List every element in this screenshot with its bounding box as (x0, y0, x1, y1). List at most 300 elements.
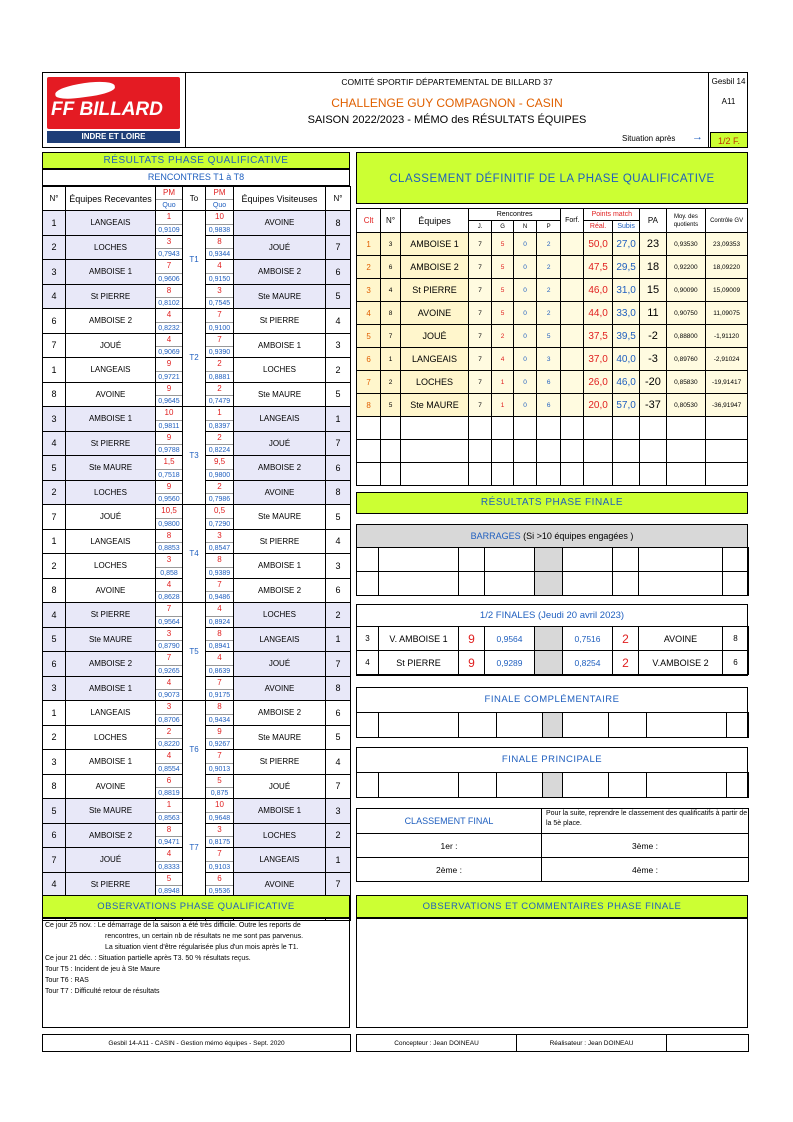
away-team: JOUÉ (234, 431, 326, 456)
situation-value: 1/2 F. (710, 132, 748, 148)
semi-cell: 0,9289 (485, 651, 535, 675)
home-num: 5 (43, 627, 66, 652)
home-quo: 0,9069 (156, 346, 182, 357)
ranking-cell: 44,0 (584, 302, 613, 325)
ranking-cell: 0 (514, 394, 537, 417)
barrages-label: BARRAGES (470, 531, 521, 541)
ranking-cell: LANGEAIS (400, 348, 468, 371)
home-quo: 0,9471 (156, 836, 182, 847)
away-quo: 0,9344 (206, 248, 233, 259)
place-3: 3ème : (542, 834, 749, 858)
ranking-cell (612, 440, 639, 463)
semi-cell: 0,7516 (563, 627, 613, 651)
home-score (156, 603, 183, 628)
away-score (206, 284, 234, 309)
col-n: N° (43, 187, 66, 211)
logo (45, 75, 182, 143)
ranking-cell (584, 463, 613, 486)
away-quo: 0,8639 (206, 665, 233, 676)
away-team: AMBOISE 2 (234, 701, 326, 726)
away-team: AMBOISE 2 (234, 578, 326, 603)
home-pm: 7 (166, 604, 172, 613)
ranking-cell: 0 (514, 279, 537, 302)
home-team: AVOINE (66, 382, 156, 407)
home-score (156, 358, 183, 383)
home-num: 3 (43, 407, 66, 432)
away-quo: 0,9175 (206, 689, 233, 700)
away-score (206, 235, 234, 260)
home-quo: 0,8554 (156, 763, 182, 774)
ranking-cell (469, 417, 492, 440)
away-score (206, 456, 234, 481)
away-quo: 0,9150 (206, 273, 233, 284)
away-pm: 4 (217, 653, 222, 662)
ranking-cell: -36,91947 (706, 394, 748, 417)
footer-app: Gesbil 14-A11 - CASIN - Gestion mémo équipes - Sept. 2020 (43, 1035, 351, 1052)
ranking-cell (706, 463, 748, 486)
ranking-cell: 23 (640, 233, 666, 256)
away-num: 2 (326, 358, 351, 383)
table-row (43, 407, 351, 432)
home-num: 2 (43, 725, 66, 750)
semi-cell: 0,8254 (563, 651, 613, 675)
away-score (206, 627, 234, 652)
ranking-cell (492, 440, 514, 463)
table-row (43, 701, 351, 726)
home-num: 7 (43, 505, 66, 530)
ranking-cell: 15 (640, 279, 666, 302)
ranking-cell: 7 (469, 394, 492, 417)
ranking-row (357, 440, 748, 463)
ranking-cell (561, 233, 584, 256)
ranking-cell: 5 (381, 394, 401, 417)
away-quo: 0,8224 (206, 444, 233, 455)
away-team: LOCHES (234, 603, 326, 628)
away-score (206, 676, 234, 701)
away-score (206, 652, 234, 677)
ranking-cell (400, 463, 468, 486)
obs-line: Ce jour 21 déc. : Situation partielle après T3. 50 % résultats reçus. (45, 955, 251, 962)
ranking-cell (537, 417, 561, 440)
home-quo: 0,8333 (156, 861, 182, 872)
away-pm: 8 (217, 702, 222, 711)
away-team: St PIERRE (234, 529, 326, 554)
semi-cell: 9 (459, 627, 485, 651)
place-2: 2ème : (357, 858, 542, 882)
ranking-cell: -20 (640, 371, 666, 394)
away-num: 5 (326, 382, 351, 407)
round-cell: T7 (183, 799, 206, 897)
away-team: Ste MAURE (234, 725, 326, 750)
home-score (156, 652, 183, 677)
away-score (206, 382, 234, 407)
ranking-cell: 11 (640, 302, 666, 325)
qual-table (42, 210, 351, 921)
away-quo: 0,875 (206, 787, 233, 798)
home-team: Ste MAURE (66, 456, 156, 481)
home-score (156, 750, 183, 775)
col-home: Équipes Recevantes (66, 187, 156, 211)
logo-text: FF BILLARD (51, 99, 163, 120)
away-score (206, 211, 234, 236)
home-num: 3 (43, 260, 66, 285)
away-quo: 0,9486 (206, 591, 233, 602)
ranking-cell (514, 440, 537, 463)
ranking-cell: 0 (514, 371, 537, 394)
ranking-cell: 7 (469, 325, 492, 348)
home-num: 4 (43, 431, 66, 456)
barrages-title (356, 531, 748, 541)
home-num: 3 (43, 750, 66, 775)
ranking-cell: 20,0 (584, 394, 613, 417)
away-num: 6 (326, 701, 351, 726)
away-team: AMBOISE 1 (234, 333, 326, 358)
away-num: 4 (326, 529, 351, 554)
home-num: 2 (43, 554, 66, 579)
place-4: 4ème : (542, 858, 749, 882)
obs-line: Tour T6 : RAS (45, 977, 89, 984)
home-quo: 0,9564 (156, 616, 182, 627)
ranking-row (357, 348, 748, 371)
barrages-table (356, 547, 749, 596)
ranking-title: CLASSEMENT DÉFINITIF DE LA PHASE QUALIFICATIVE (356, 152, 748, 204)
ranking-row (357, 394, 748, 417)
home-num: 7 (43, 333, 66, 358)
ranking-row (357, 463, 748, 486)
home-score (156, 799, 183, 824)
doc-code: A11 (721, 97, 736, 106)
home-pm: 9 (166, 432, 172, 442)
ranking-row (357, 279, 748, 302)
ranking-cell: 46,0 (584, 279, 613, 302)
home-score (156, 480, 183, 505)
ranking-cell: 7 (357, 371, 381, 394)
ranking-cell: 5 (492, 256, 514, 279)
home-score (156, 309, 183, 334)
ranking-cell: 39,5 (612, 325, 639, 348)
ranking-cell: 7 (469, 256, 492, 279)
away-team: JOUÉ (234, 652, 326, 677)
away-num: 3 (326, 799, 351, 824)
semi-cell: 4 (357, 651, 379, 675)
away-pm: 2 (217, 432, 222, 442)
away-score (206, 431, 234, 456)
ranking-cell: 6 (537, 394, 561, 417)
away-pm: 8 (217, 555, 222, 564)
home-pm: 1,5 (163, 457, 175, 466)
ranking-cell: 6 (357, 348, 381, 371)
away-quo: 0,9434 (206, 714, 233, 725)
ranking-cell: 0,80530 (666, 394, 706, 417)
home-num: 3 (43, 676, 66, 701)
home-score (156, 382, 183, 407)
away-num: 8 (326, 676, 351, 701)
away-pm: 5 (217, 775, 222, 785)
away-score (206, 407, 234, 432)
semi-cell: 3 (357, 627, 379, 651)
semi-cell: V.AMBOISE 2 (639, 651, 723, 675)
ranking-cell: 7 (469, 348, 492, 371)
away-team: JOUÉ (234, 235, 326, 260)
semis-table (356, 626, 749, 675)
semi-row (357, 651, 749, 675)
home-quo: 0,8232 (156, 322, 182, 333)
home-team: AVOINE (66, 578, 156, 603)
ranking-cell: 0,92200 (666, 256, 706, 279)
semi-cell (535, 651, 563, 675)
home-quo: 0,8706 (156, 714, 182, 725)
home-pm: 8 (166, 824, 172, 834)
ranking-cell: 18 (640, 256, 666, 279)
ranking-cell: AVOINE (400, 302, 468, 325)
ranking-cell (537, 440, 561, 463)
away-team: AVOINE (234, 872, 326, 897)
h-teams: Équipes (400, 209, 468, 233)
home-quo: 0,8563 (156, 812, 182, 823)
ranking-cell: 3 (381, 233, 401, 256)
arrow-right-icon: → (692, 131, 703, 143)
ranking-table (356, 208, 748, 486)
away-pm: 2 (217, 359, 222, 368)
ranking-cell: 33,0 (612, 302, 639, 325)
away-quo: 0,7986 (206, 493, 233, 504)
h-p: P (537, 221, 561, 233)
col-pm-quo-away: PM Quo (206, 187, 234, 211)
away-quo: 0,7290 (206, 518, 233, 529)
h-j: J. (469, 221, 492, 233)
away-num: 2 (326, 603, 351, 628)
away-quo: 0,9267 (206, 738, 233, 749)
home-quo: 0,9560 (156, 493, 182, 504)
ranking-cell (381, 463, 401, 486)
away-num: 6 (326, 578, 351, 603)
home-pm: 4 (166, 334, 172, 344)
h-num: N° (381, 209, 401, 233)
ranking-cell: 0,85830 (666, 371, 706, 394)
ranking-row (357, 302, 748, 325)
ranking-cell: 2 (492, 325, 514, 348)
home-num: 8 (43, 578, 66, 603)
home-pm: 4 (166, 751, 172, 760)
h-pa: PA (640, 209, 666, 233)
ranking-cell: 2 (537, 256, 561, 279)
away-quo: 0,7479 (206, 395, 233, 406)
home-team: LOCHES (66, 725, 156, 750)
home-pm: 3 (166, 702, 172, 711)
away-quo: 0,9103 (206, 861, 233, 872)
home-team: AMBOISE 1 (66, 750, 156, 775)
ranking-cell: 5 (537, 325, 561, 348)
home-num: 4 (43, 284, 66, 309)
barrages-note: (Si >10 équipes engagées ) (523, 531, 634, 541)
ranking-cell (357, 417, 381, 440)
home-pm: 10 (164, 408, 174, 417)
home-pm: 3 (166, 236, 172, 246)
footer-author: Réalisateur : Jean DOINEAU (517, 1035, 667, 1052)
home-quo: 0,8819 (156, 787, 182, 798)
ranking-cell: 1 (381, 348, 401, 371)
home-pm: 4 (166, 310, 172, 319)
away-team: AVOINE (234, 480, 326, 505)
away-team: St PIERRE (234, 309, 326, 334)
away-num: 7 (326, 872, 351, 897)
away-num: 1 (326, 407, 351, 432)
home-pm: 1 (166, 212, 172, 221)
ranking-cell: 2 (537, 302, 561, 325)
ranking-cell: 3 (357, 279, 381, 302)
col-to: To (183, 187, 206, 211)
place-1: 1er : (357, 834, 542, 858)
ranking-cell: 40,0 (612, 348, 639, 371)
ranking-cell (706, 417, 748, 440)
ranking-cell: 26,0 (584, 371, 613, 394)
ranking-cell (492, 463, 514, 486)
home-pm: 9 (166, 359, 172, 368)
away-num: 6 (326, 456, 351, 481)
away-quo: 0,8397 (206, 420, 233, 431)
home-num: 6 (43, 652, 66, 677)
ranking-cell (514, 463, 537, 486)
home-num: 2 (43, 480, 66, 505)
away-pm: 2 (217, 481, 222, 491)
ranking-cell: 15,09009 (706, 279, 748, 302)
away-score (206, 529, 234, 554)
away-team: LANGEAIS (234, 848, 326, 873)
home-quo: 0,8790 (156, 640, 182, 651)
footer-designer: Concepteur : Jean DOINEAU (357, 1035, 517, 1052)
obs-line: Tour T5 : Incident de jeu à Ste Maure (45, 966, 161, 973)
footer (42, 1034, 749, 1052)
ranking-cell (514, 417, 537, 440)
away-num: 4 (326, 309, 351, 334)
away-team: LOCHES (234, 358, 326, 383)
home-quo: 0,9109 (156, 224, 182, 235)
away-score (206, 554, 234, 579)
home-team: LANGEAIS (66, 211, 156, 236)
away-quo: 0,9100 (206, 322, 233, 333)
doc-ref: Gesbil 14 (711, 77, 746, 86)
h-g: G (492, 221, 514, 233)
away-pm: 3 (217, 824, 222, 834)
away-team: AMBOISE 2 (234, 456, 326, 481)
away-team: St PIERRE (234, 750, 326, 775)
away-score (206, 358, 234, 383)
ranking-cell (666, 463, 706, 486)
away-score (206, 725, 234, 750)
ranking-cell: 0,93530 (666, 233, 706, 256)
table-row (43, 211, 351, 236)
home-pm: 7 (166, 653, 172, 662)
away-team: LANGEAIS (234, 407, 326, 432)
away-pm: 9 (217, 726, 222, 736)
home-quo: 0,9265 (156, 665, 182, 676)
finale-comp-table (356, 712, 749, 738)
semi-cell: 2 (613, 651, 639, 675)
ranking-cell: 50,0 (584, 233, 613, 256)
home-pm: 8 (166, 530, 172, 540)
ranking-cell: 5 (492, 233, 514, 256)
ranking-cell: -1,91120 (706, 325, 748, 348)
col-n-away: N° (326, 187, 351, 211)
ranking-cell: 3 (537, 348, 561, 371)
home-quo: 0,8948 (156, 885, 182, 896)
obs-line: rencontres, un certain nb de résultats ne me sont pas parvenus. (105, 933, 304, 940)
h-points: Points match (584, 209, 640, 221)
situation-label: Situation après (622, 134, 676, 143)
away-pm: 4 (217, 261, 222, 270)
home-num: 2 (43, 235, 66, 260)
ranking-cell: 46,0 (612, 371, 639, 394)
away-pm: 7 (217, 310, 222, 319)
home-team: LOCHES (66, 554, 156, 579)
away-pm: 7 (217, 677, 222, 687)
ranking-row (357, 325, 748, 348)
away-num: 2 (326, 823, 351, 848)
ranking-cell (561, 279, 584, 302)
home-quo: 0,9800 (156, 518, 182, 529)
ranking-cell: 47,5 (584, 256, 613, 279)
away-quo: 0,8175 (206, 836, 233, 847)
home-team: LANGEAIS (66, 358, 156, 383)
home-team: LANGEAIS (66, 529, 156, 554)
home-score (156, 456, 183, 481)
ranking-cell: -2,91024 (706, 348, 748, 371)
away-score (206, 774, 234, 799)
logo-subtitle: INDRE ET LOIRE (47, 131, 180, 143)
table-row (43, 309, 351, 334)
away-score (206, 750, 234, 775)
obs-line: Ce jour 25 nov. : Le démarrage de la saison a été très difficile. Outre les reports de (45, 922, 301, 929)
table-row (43, 603, 351, 628)
away-num: 5 (326, 725, 351, 750)
home-pm: 5 (166, 873, 172, 883)
away-score (206, 823, 234, 848)
ranking-cell: 27,0 (612, 233, 639, 256)
away-score (206, 701, 234, 726)
home-team: AMBOISE 1 (66, 407, 156, 432)
home-quo: 0,8853 (156, 542, 182, 553)
semi-cell: 6 (723, 651, 749, 675)
ranking-cell: 18,09220 (706, 256, 748, 279)
ranking-cell: -19,91417 (706, 371, 748, 394)
ranking-cell: 7 (469, 302, 492, 325)
finale-princ-table (356, 772, 749, 798)
ranking-cell: 0,90090 (666, 279, 706, 302)
away-num: 1 (326, 627, 351, 652)
ranking-cell: 7 (469, 371, 492, 394)
home-team: AMBOISE 2 (66, 309, 156, 334)
home-pm: 1 (166, 800, 172, 809)
away-quo: 0,9390 (206, 346, 233, 357)
h-rencontres: Rencontres (469, 209, 561, 221)
home-team: Ste MAURE (66, 799, 156, 824)
finale-princ-title: FINALE PRINCIPALE (501, 754, 603, 765)
away-pm: 3 (217, 285, 222, 295)
round-cell: T4 (183, 505, 206, 603)
ranking-cell: 2 (537, 233, 561, 256)
semi-cell: 9 (459, 651, 485, 675)
away-pm: 7 (217, 751, 222, 760)
obs-final-title: OBSERVATIONS ET COMMENTAIRES PHASE FINALE (356, 895, 748, 918)
away-score (206, 872, 234, 897)
ranking-cell: 0 (514, 348, 537, 371)
semi-cell: St PIERRE (379, 651, 459, 675)
ranking-cell (612, 417, 639, 440)
home-team: St PIERRE (66, 284, 156, 309)
away-score (206, 603, 234, 628)
ranking-cell (561, 325, 584, 348)
ranking-cell: 0,89760 (666, 348, 706, 371)
